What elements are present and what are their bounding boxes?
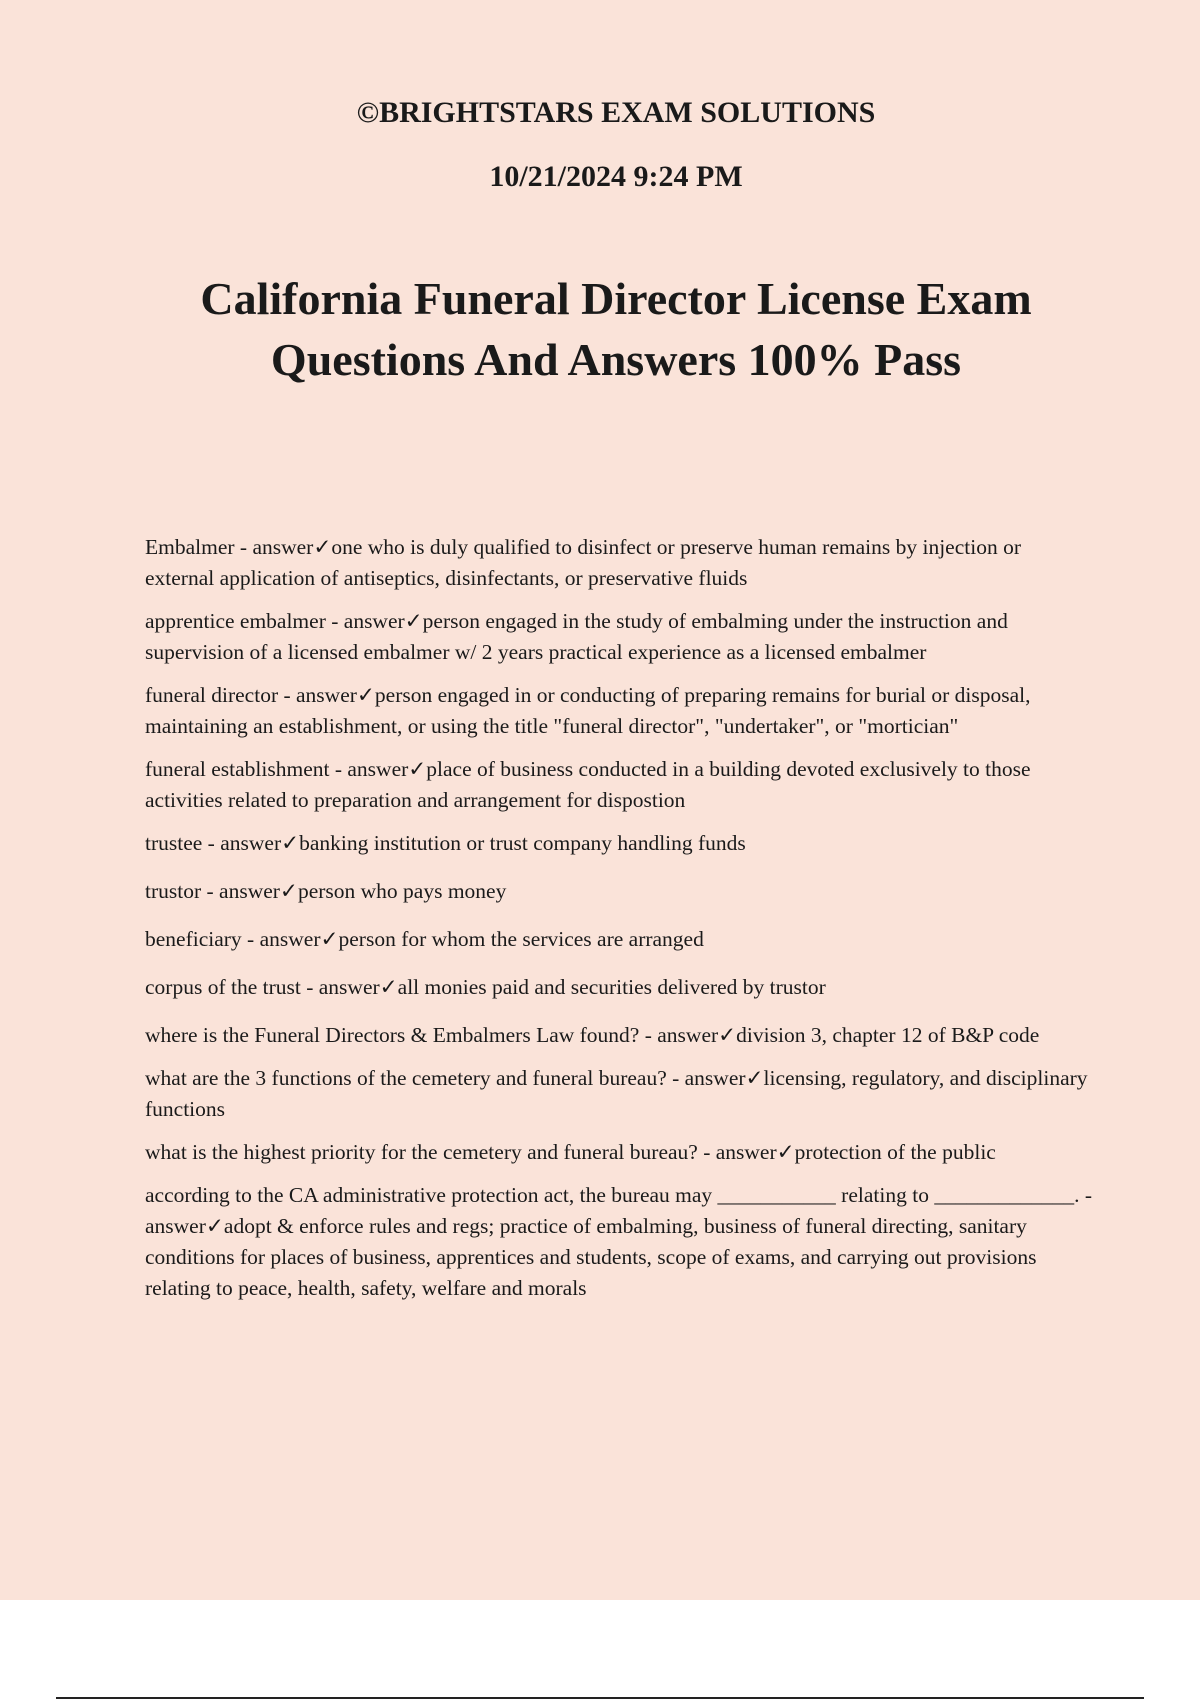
qa-item-funeral-director: funeral director - answer✓person engaged in or conducting of preparing remains for burial or disposal, maintaining an establishment, or using the title "funeral director", "undertaker", or "mortician" bbox=[145, 683, 1031, 738]
qa-item-apprentice-embalmer: apprentice embalmer - answer✓person engaged in the study of embalming under the instruction and supervision of a licensed embalmer w/ 2 years practical experience as a licensed embalmer bbox=[145, 609, 1008, 664]
header-datetime: 10/21/2024 9:24 PM bbox=[489, 160, 743, 193]
qa-list bbox=[145, 532, 1095, 1316]
brand-header: ©BRIGHTSTARS EXAM SOLUTIONS bbox=[356, 96, 876, 129]
title-line-1: California Funeral Director License Exam bbox=[200, 273, 1032, 324]
qa-item-bureau-functions: what are the 3 functions of the cemetery and funeral bureau? - answer✓licensing, regulatory, and disciplinary functions bbox=[145, 1066, 1088, 1121]
qa-item-bureau-priority: what is the highest priority for the cemetery and funeral bureau? - answer✓protection of the public bbox=[145, 1140, 996, 1164]
qa-item-funeral-establishment: funeral establishment - answer✓place of business conducted in a building devoted exclusively to those activities related to preparation and arrangement for dispostion bbox=[145, 757, 1031, 812]
qa-item-embalmer: Embalmer - answer✓one who is duly qualified to disinfect or preserve human remains by injection or external application of antiseptics, disinfectants, or preservative fluids bbox=[145, 535, 1021, 590]
footer-divider bbox=[56, 1697, 1144, 1699]
qa-item-law-location: where is the Funeral Directors & Embalmers Law found? - answer✓division 3, chapter 12 of B&P code bbox=[145, 1023, 1040, 1047]
qa-item-trustee: trustee - answer✓banking institution or trust company handling funds bbox=[145, 831, 746, 855]
qa-item-beneficiary: beneficiary - answer✓person for whom the services are arranged bbox=[145, 927, 704, 951]
title-line-2: Questions And Answers 100% Pass bbox=[270, 334, 962, 385]
qa-item-administrative-act: according to the CA administrative protection act, the bureau may ___________ relating to _____________. - answer✓adopt & enforce rules and regs; practice of embalming, business of funeral directing, sanitary conditions for places of business, apprentices and students, scope of exams, and carrying out provisions relating to peace, health, safety, welfare and morals bbox=[145, 1183, 1092, 1300]
qa-item-trustor: trustor - answer✓person who pays money bbox=[145, 879, 507, 903]
qa-item-corpus-of-trust: corpus of the trust - answer✓all monies paid and securities delivered by trustor bbox=[145, 975, 826, 999]
document-title bbox=[100, 268, 1132, 390]
